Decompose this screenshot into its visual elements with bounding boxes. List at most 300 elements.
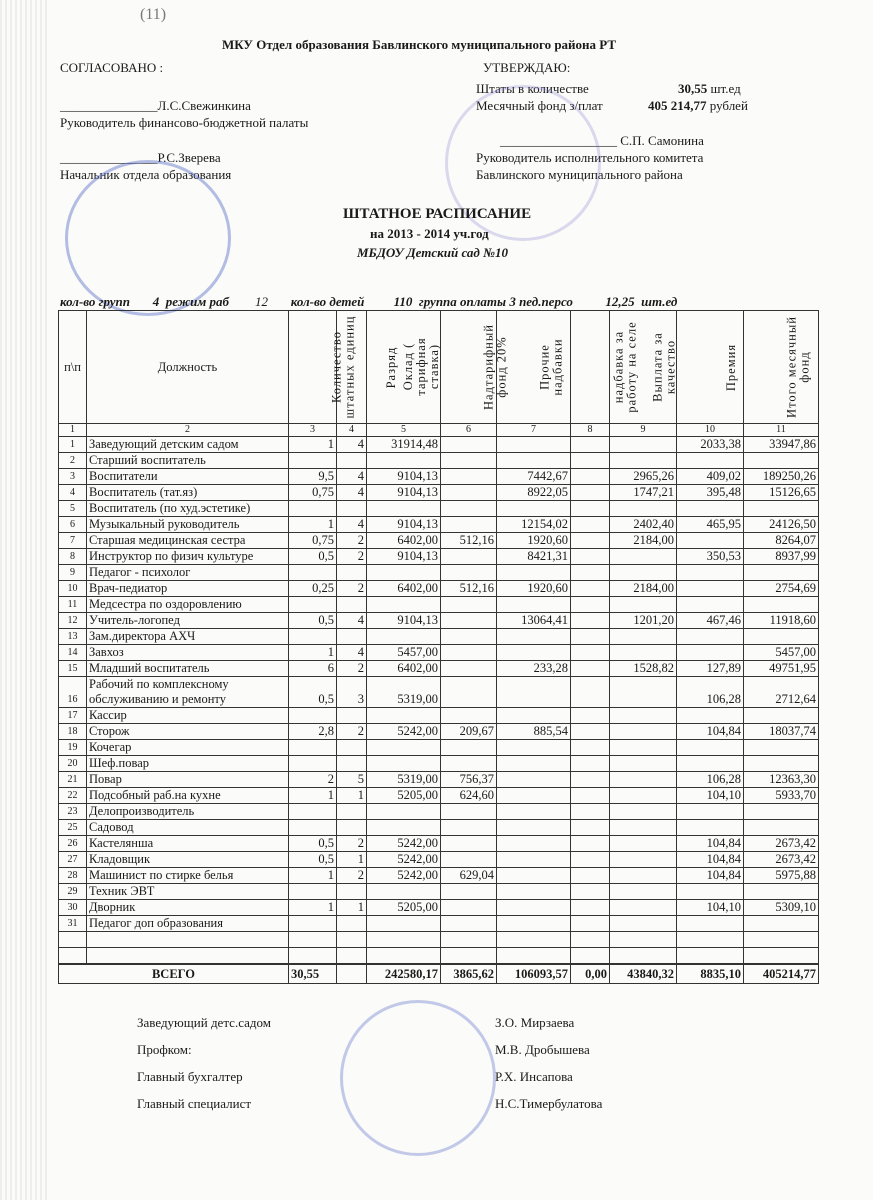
value-cell: 1920,60 — [497, 581, 571, 597]
value-cell — [497, 932, 571, 948]
value-cell: 2,8 — [289, 724, 337, 740]
value-cell: 5 — [337, 772, 367, 788]
table-row — [59, 517, 819, 533]
value-cell — [677, 501, 744, 517]
value-cell — [441, 804, 497, 820]
value-cell — [367, 453, 441, 469]
value-cell — [367, 565, 441, 581]
position-cell: Воспитатель (тат.яз) — [87, 485, 289, 501]
table-row — [59, 884, 819, 900]
value-cell: 756,37 — [441, 772, 497, 788]
total-value: 242580,17 — [367, 964, 441, 984]
value-cell: 5319,00 — [367, 772, 441, 788]
value-cell: 2402,40 — [610, 517, 677, 533]
value-cell — [610, 932, 677, 948]
value-cell: 20 — [59, 756, 87, 772]
value-cell: 49751,95 — [744, 661, 819, 677]
value-cell: 9 — [59, 565, 87, 581]
value-cell: 5242,00 — [367, 724, 441, 740]
agreed-role1: Руководитель финансово-бюджетной палаты — [60, 115, 309, 130]
position-cell — [87, 948, 289, 965]
value-cell: 1 — [337, 852, 367, 868]
value-cell: 13064,41 — [497, 613, 571, 629]
value-cell — [610, 629, 677, 645]
value-cell: 2 — [337, 549, 367, 565]
position-cell: Младший воспитатель — [87, 661, 289, 677]
value-cell — [677, 581, 744, 597]
table-row — [59, 708, 819, 724]
value-cell: 8 — [59, 549, 87, 565]
value-cell: 1747,21 — [610, 485, 677, 501]
value-cell — [677, 629, 744, 645]
value-cell: 9104,13 — [367, 613, 441, 629]
value-cell — [441, 629, 497, 645]
column-number: 7 — [497, 424, 571, 437]
value-cell: 14 — [59, 645, 87, 661]
value-cell — [337, 804, 367, 820]
value-cell — [337, 820, 367, 836]
value-cell: 7 — [59, 533, 87, 549]
value-cell: 629,04 — [441, 868, 497, 884]
value-cell: 19 — [59, 740, 87, 756]
value-cell — [610, 453, 677, 469]
value-cell — [610, 916, 677, 932]
column-number: 11 — [744, 424, 819, 437]
value-cell — [497, 852, 571, 868]
table-row — [59, 772, 819, 788]
column-header-label: Разряд — [384, 346, 398, 388]
value-cell — [441, 756, 497, 772]
value-cell — [497, 501, 571, 517]
value-cell: 8421,31 — [497, 549, 571, 565]
value-cell: 5242,00 — [367, 836, 441, 852]
value-cell: 104,10 — [677, 788, 744, 804]
value-cell: 512,16 — [441, 581, 497, 597]
column-header — [289, 311, 357, 424]
position-cell: Дворник — [87, 900, 289, 916]
value-cell: 23 — [59, 804, 87, 820]
position-cell: Воспитатель (по худ.эстетике) — [87, 501, 289, 517]
column-header-label: Выплата за качество — [650, 331, 678, 402]
value-cell: 0,75 — [289, 533, 337, 549]
column-number: 1 — [59, 424, 87, 437]
position-cell: Педагог - психолог — [87, 565, 289, 581]
value-cell: 5 — [59, 501, 87, 517]
table-row — [59, 453, 819, 469]
value-cell — [337, 932, 367, 948]
value-cell — [571, 517, 610, 533]
value-cell: 1 — [289, 517, 337, 533]
value-cell: 2 — [337, 581, 367, 597]
value-cell — [337, 740, 367, 756]
value-cell — [610, 788, 677, 804]
position-cell: Машинист по стирке белья — [87, 868, 289, 884]
value-cell — [337, 453, 367, 469]
value-cell — [441, 916, 497, 932]
position-cell: Повар — [87, 772, 289, 788]
column-number: 8 — [571, 424, 610, 437]
value-cell — [337, 629, 367, 645]
value-cell — [571, 740, 610, 756]
value-cell — [571, 756, 610, 772]
table-row — [59, 836, 819, 852]
value-cell — [610, 724, 677, 740]
total-label: ВСЕГО — [59, 964, 289, 984]
value-cell — [571, 708, 610, 724]
position-cell: Садовод — [87, 820, 289, 836]
value-cell: 2 — [289, 772, 337, 788]
table-row — [59, 677, 819, 708]
table-row — [59, 916, 819, 932]
position-cell: Педагог доп образования — [87, 916, 289, 932]
column-header-label: Количество штатных единиц — [329, 315, 357, 418]
value-cell — [610, 437, 677, 453]
value-cell: 13 — [59, 629, 87, 645]
table-row — [59, 788, 819, 804]
value-cell: 127,89 — [677, 661, 744, 677]
signature-role: Заведующий детс.садом — [137, 1015, 271, 1030]
value-cell — [571, 820, 610, 836]
approve-role2: Бавлинского муниципального района — [476, 167, 683, 182]
value-cell — [497, 565, 571, 581]
value-cell: 104,84 — [677, 868, 744, 884]
value-cell — [289, 820, 337, 836]
value-cell: 0,5 — [289, 852, 337, 868]
value-cell — [441, 836, 497, 852]
value-cell — [337, 501, 367, 517]
position-cell: Зам.директора АХЧ — [87, 629, 289, 645]
agreed-person1: _______________Л.С.Свежинкина — [60, 98, 251, 113]
value-cell — [610, 948, 677, 965]
value-cell — [571, 677, 610, 708]
doc-subtitle: на 2013 - 2014 уч.год — [370, 226, 489, 241]
value-cell — [441, 677, 497, 708]
column-header-label: Премия — [724, 343, 738, 391]
value-cell — [677, 740, 744, 756]
value-cell — [441, 597, 497, 613]
value-cell — [497, 916, 571, 932]
column-header-label: п\п — [64, 359, 81, 374]
value-cell — [571, 724, 610, 740]
column-numbers-row — [59, 424, 819, 437]
table-row — [59, 565, 819, 581]
value-cell — [289, 453, 337, 469]
value-cell: 24126,50 — [744, 517, 819, 533]
column-header — [367, 311, 441, 424]
value-cell: 1 — [337, 900, 367, 916]
staff-table — [58, 310, 819, 984]
value-cell — [441, 517, 497, 533]
value-cell: 1 — [289, 900, 337, 916]
value-cell: 5933,70 — [744, 788, 819, 804]
value-cell — [744, 820, 819, 836]
table-row — [59, 645, 819, 661]
value-cell — [571, 836, 610, 852]
value-cell — [571, 916, 610, 932]
value-cell: 2 — [337, 868, 367, 884]
value-cell — [497, 740, 571, 756]
value-cell — [497, 836, 571, 852]
value-cell — [610, 884, 677, 900]
value-cell: 18 — [59, 724, 87, 740]
value-cell — [289, 932, 337, 948]
value-cell: 4 — [337, 485, 367, 501]
value-cell — [610, 645, 677, 661]
value-cell: 8937,99 — [744, 549, 819, 565]
value-cell: 6402,00 — [367, 661, 441, 677]
value-cell: 106,28 — [677, 677, 744, 708]
value-cell: 6 — [59, 517, 87, 533]
table-row — [59, 740, 819, 756]
official-stamp — [65, 160, 231, 316]
value-cell — [571, 469, 610, 485]
position-cell: Рабочий по комплексному обслуживанию и ремонту — [87, 677, 289, 708]
value-cell: 27 — [59, 852, 87, 868]
total-value: 3865,62 — [441, 964, 497, 984]
value-cell: 5975,88 — [744, 868, 819, 884]
total-value: 8835,10 — [677, 964, 744, 984]
value-cell — [677, 565, 744, 581]
value-cell — [441, 820, 497, 836]
value-cell — [677, 453, 744, 469]
value-cell: 10 — [59, 581, 87, 597]
value-cell: 2754,69 — [744, 581, 819, 597]
value-cell — [289, 708, 337, 724]
value-cell — [571, 549, 610, 565]
value-cell — [571, 884, 610, 900]
table-row — [59, 485, 819, 501]
signature-name: Н.С.Тимербулатова — [495, 1096, 603, 1111]
value-cell — [497, 597, 571, 613]
value-cell: 5457,00 — [367, 645, 441, 661]
value-cell: 0,75 — [289, 485, 337, 501]
value-cell — [610, 820, 677, 836]
value-cell: 1 — [59, 437, 87, 453]
value-cell — [441, 453, 497, 469]
value-cell — [497, 900, 571, 916]
position-cell: Медсестра по оздоровлению — [87, 597, 289, 613]
value-cell: 9104,13 — [367, 517, 441, 533]
agreed-role2: Начальник отдела образования — [60, 167, 232, 182]
value-cell — [571, 581, 610, 597]
value-cell: 1920,60 — [497, 533, 571, 549]
value-cell — [441, 661, 497, 677]
column-header-label: Прочие надбавки — [537, 337, 565, 396]
table-row — [59, 437, 819, 453]
value-cell: 6402,00 — [367, 581, 441, 597]
value-cell — [289, 756, 337, 772]
column-number: 4 — [337, 424, 367, 437]
value-cell: 5319,00 — [367, 677, 441, 708]
value-cell — [677, 804, 744, 820]
value-cell — [497, 804, 571, 820]
value-cell — [441, 645, 497, 661]
value-cell: 512,16 — [441, 533, 497, 549]
value-cell — [744, 501, 819, 517]
value-cell: 28 — [59, 868, 87, 884]
value-cell: 33947,86 — [744, 437, 819, 453]
value-cell: 233,28 — [497, 661, 571, 677]
value-cell — [337, 756, 367, 772]
column-header — [441, 311, 509, 424]
value-cell — [337, 597, 367, 613]
table-row — [59, 613, 819, 629]
value-cell: 2712,64 — [744, 677, 819, 708]
value-cell: 2965,26 — [610, 469, 677, 485]
value-cell — [744, 804, 819, 820]
value-cell — [497, 645, 571, 661]
scan-edge — [0, 0, 48, 1200]
value-cell: 395,48 — [677, 485, 744, 501]
column-header-label: Итого месячный фонд — [784, 315, 812, 418]
value-cell: 0,5 — [289, 613, 337, 629]
value-cell — [571, 932, 610, 948]
value-cell — [367, 916, 441, 932]
value-cell: 2673,42 — [744, 852, 819, 868]
value-cell: 15 — [59, 661, 87, 677]
value-cell: 209,67 — [441, 724, 497, 740]
value-cell — [744, 708, 819, 724]
value-cell — [289, 916, 337, 932]
value-cell — [289, 948, 337, 965]
value-cell: 0,5 — [289, 677, 337, 708]
value-cell — [677, 597, 744, 613]
total-value: 43840,32 — [610, 964, 677, 984]
value-cell — [289, 565, 337, 581]
value-cell: 12 — [59, 613, 87, 629]
value-cell — [59, 948, 87, 965]
value-cell — [610, 900, 677, 916]
value-cell — [571, 533, 610, 549]
signature-stamp — [340, 1000, 496, 1156]
value-cell: 9,5 — [289, 469, 337, 485]
table-row — [59, 852, 819, 868]
value-cell — [497, 884, 571, 900]
value-cell: 3 — [59, 469, 87, 485]
value-cell — [571, 852, 610, 868]
value-cell — [497, 788, 571, 804]
value-cell: 106,28 — [677, 772, 744, 788]
total-row — [59, 964, 819, 984]
value-cell — [571, 629, 610, 645]
table-row — [59, 820, 819, 836]
position-cell: Инструктор по физич культуре — [87, 549, 289, 565]
value-cell: 4 — [337, 517, 367, 533]
header-row — [59, 311, 819, 424]
person2-name: Р.С.Зверева — [157, 150, 221, 165]
value-cell — [610, 549, 677, 565]
approve-person: __________________ С.П. Самонина — [500, 133, 704, 148]
value-cell — [610, 597, 677, 613]
value-cell: 1 — [289, 868, 337, 884]
value-cell — [744, 948, 819, 965]
column-header — [59, 311, 87, 424]
value-cell: 26 — [59, 836, 87, 852]
total-value: 106093,57 — [497, 964, 571, 984]
value-cell — [744, 565, 819, 581]
value-cell — [441, 485, 497, 501]
table-row — [59, 868, 819, 884]
value-cell: 1 — [337, 788, 367, 804]
total-value — [337, 964, 367, 984]
value-cell — [441, 549, 497, 565]
value-cell: 22 — [59, 788, 87, 804]
table-row — [59, 900, 819, 916]
value-cell — [571, 948, 610, 965]
value-cell: 1 — [289, 437, 337, 453]
table-row — [59, 469, 819, 485]
value-cell: 17 — [59, 708, 87, 724]
value-cell — [367, 756, 441, 772]
value-cell: 0,5 — [289, 836, 337, 852]
fund-value: 405 214,77 рублей — [648, 98, 748, 113]
position-cell: Техник ЭВТ — [87, 884, 289, 900]
doc-title: ШТАТНОЕ РАСПИСАНИЕ — [343, 206, 532, 222]
value-cell — [744, 916, 819, 932]
column-header-label: Должность — [157, 359, 218, 374]
value-cell: 5242,00 — [367, 852, 441, 868]
value-cell — [367, 708, 441, 724]
value-cell: 2673,42 — [744, 836, 819, 852]
value-cell: 6402,00 — [367, 533, 441, 549]
value-cell: 8264,07 — [744, 533, 819, 549]
value-cell — [677, 708, 744, 724]
column-header — [677, 311, 744, 424]
table-row — [59, 533, 819, 549]
value-cell — [571, 788, 610, 804]
org-title: МКУ Отдел образования Бавлинского муниципального района РТ — [222, 37, 617, 52]
value-cell: 2 — [59, 453, 87, 469]
value-cell — [571, 900, 610, 916]
value-cell: 5205,00 — [367, 900, 441, 916]
column-number: 6 — [441, 424, 497, 437]
value-cell — [744, 740, 819, 756]
table-row — [59, 661, 819, 677]
value-cell — [571, 772, 610, 788]
value-cell: 16 — [59, 677, 87, 708]
value-cell: 15126,65 — [744, 485, 819, 501]
value-cell: 1 — [289, 645, 337, 661]
value-cell — [571, 437, 610, 453]
value-cell — [497, 437, 571, 453]
table-row — [59, 948, 819, 965]
value-cell — [677, 756, 744, 772]
value-cell: 2 — [337, 836, 367, 852]
column-header-label: надбавка за работу на селе — [611, 320, 639, 413]
value-cell — [610, 772, 677, 788]
value-cell: 21 — [59, 772, 87, 788]
value-cell — [367, 597, 441, 613]
value-cell — [571, 804, 610, 820]
value-cell — [677, 932, 744, 948]
value-cell — [677, 916, 744, 932]
value-cell: 1 — [289, 788, 337, 804]
value-cell: 4 — [337, 613, 367, 629]
value-cell — [441, 900, 497, 916]
value-cell: 4 — [59, 485, 87, 501]
value-cell: 2184,00 — [610, 533, 677, 549]
value-cell — [337, 565, 367, 581]
value-cell — [367, 948, 441, 965]
value-cell — [610, 868, 677, 884]
position-cell: Сторож — [87, 724, 289, 740]
table-row — [59, 501, 819, 517]
signature-role: Главный специалист — [137, 1096, 252, 1111]
value-cell — [744, 597, 819, 613]
column-header — [87, 311, 289, 424]
value-cell: 2184,00 — [610, 581, 677, 597]
position-cell: Воспитатели — [87, 469, 289, 485]
